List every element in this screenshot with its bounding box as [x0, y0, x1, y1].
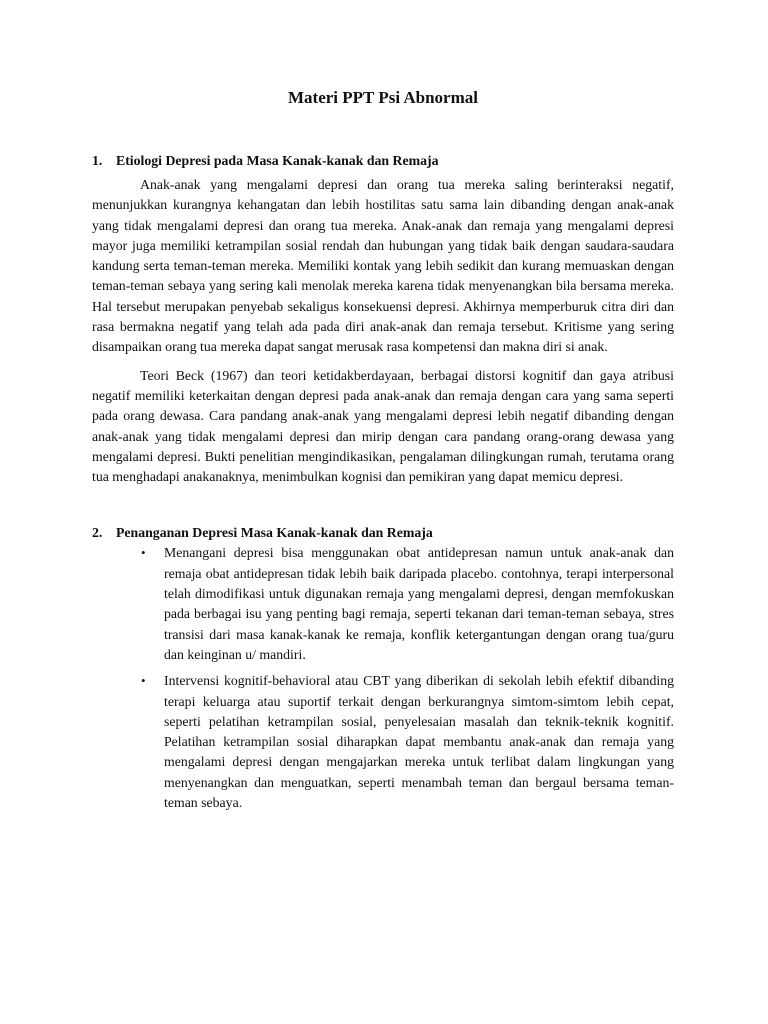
bullet-icon: • — [141, 673, 146, 689]
paragraph: Anak-anak yang mengalami depresi dan orang tua mereka saling berinteraksi negatif, menunjukkan kurangnya kehangatan dan lebih hostilitas satu sama lain dibanding dengan anak-anak yang tidak mengalami depresi dan orang tua mereka. Anak-anak dan remaja yang mengalami depresi mayor juga memiliki ketrampilan sosial rendah dan hubungan yang tidak baik dengan saudara-saudara kandung serta teman-teman mereka. Memiliki kontak yang lebih sedikit dan kurang memuaskan dengan teman-teman sebaya yang sering kali menolak mereka karena tidak menyenangkan bila bersama mereka. Hal tersebut merupakan penyebab sekaligus konsekuensi depresi. Akhirnya memperburuk citra diri dan rasa bermakna negatif yang telah ada pada diri anak-anak dan remaja tersebut. Kritisme yang sering disampaikan orang tua mereka dapat sangat merusak rasa kompetensi dan makna diri si anak. — [92, 177, 674, 355]
section-title: Penanganan Depresi Masa Kanak-kanak dan Remaja — [116, 525, 433, 541]
list-item — [141, 671, 674, 813]
list-item — [141, 543, 674, 665]
section-number: 2. — [92, 525, 103, 541]
section-number: 1. — [92, 153, 103, 168]
bullet-list — [92, 543, 674, 813]
paragraph: Teori Beck (1967) dan teori ketidakberdayaan, berbagai distorsi kognitif dan gaya atribusi negatif memiliki keterkaitan dengan depresi pada anak-anak dan remaja dengan cara yang sama seperti pada orang dewasa. Cara pandang anak-anak yang mengalami depresi lebih negatif dibanding dengan anak-anak yang tidak mengalami depresi dan mirip dengan cara pandang orang-orang dewasa yang mengalami depresi. Bukti penelitian mengindikasikan, pengalaman dilingkungan rumah, terutama orang tua menghadapi anakanaknya, menimbulkan kognisi dan pemikiran yang dapat memicu depresi. — [92, 367, 674, 485]
section-body — [92, 175, 674, 487]
document-page — [92, 88, 674, 813]
section-title: Etiologi Depresi pada Masa Kanak-kanak dan Remaja — [116, 153, 439, 168]
document-title: Materi PPT Psi Abnormal — [288, 88, 478, 107]
list-item-text: Intervensi kognitif-behavioral atau CBT yang diberikan di sekolah lebih efektif dibanding terapi keluarga atau suportif terkait dengan berkurangnya simtom-simtom lebih cepat, seperti pelatihan ketrampilan sosial, penyelesaian masalah dan teknik-teknik kognitif. Pelatihan ketrampilan sosial diharapkan dapat membantu anak-anak dan remaja yang mengalami depresi dengan mengajarkan mereka untuk terlibat dalam lingkungan yang menyenangkan dan menguatkan, seperti menambah teman dan bergaul bersama teman-teman sebaya. — [164, 673, 674, 811]
section-heading — [92, 152, 674, 170]
section-heading — [92, 524, 674, 542]
section-penanganan — [92, 524, 674, 813]
list-item-text: Menangani depresi bisa menggunakan obat antidepresan namun untuk anak-anak dan remaja obat antidepresan tidak lebih baik daripada placebo. contohnya, terapi interpersonal telah dimodifikasi untuk digunakan remaja yang mengalami depresi, dengan memfokuskan pada berbagai isu yang penting bagi remaja, seperti tekanan dari teman-teman sebaya, stres transisi dari masa kanak-kanak ke remaja, konflik ketergantungan dengan orang tua/guru dan keinginan u/ mandiri. — [164, 545, 674, 662]
bullet-icon: • — [141, 545, 146, 561]
section-etiologi — [92, 152, 674, 487]
